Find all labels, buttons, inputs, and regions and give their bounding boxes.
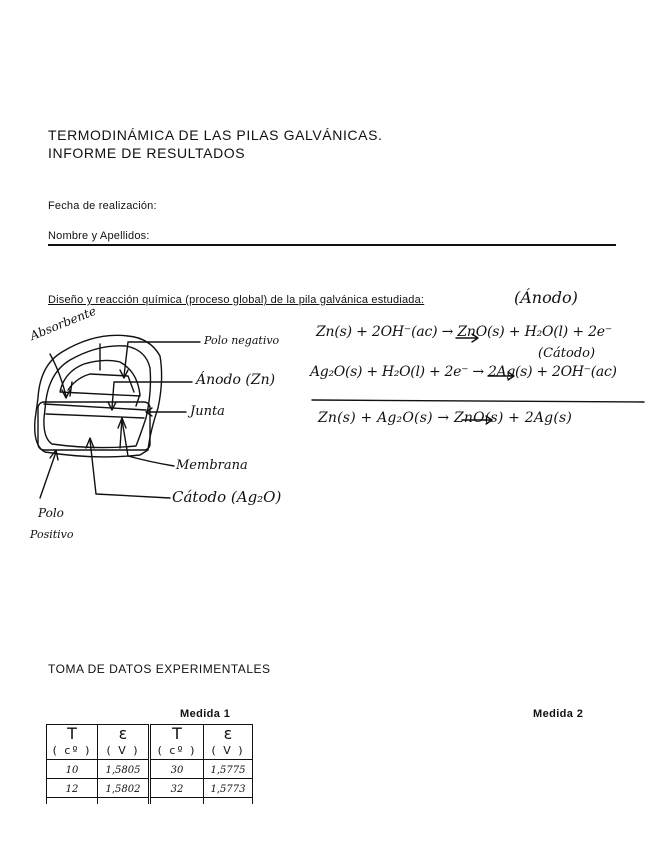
- header-cell: [150, 725, 204, 760]
- section-title: TOMA DE DATOS EXPERIMENTALES: [48, 662, 271, 676]
- label-polo: Polo: [38, 506, 64, 520]
- unit-label: ( cº ): [157, 744, 197, 757]
- epsilon-symbol: ε: [223, 724, 233, 743]
- reaction-line: [312, 400, 644, 402]
- data-table: [46, 724, 253, 804]
- arrow-catodo: [90, 440, 170, 498]
- table-row: [47, 779, 253, 798]
- unit-label: ( cº ): [52, 744, 92, 757]
- table-cell: [47, 798, 98, 805]
- table-cell: 1,5773: [204, 779, 253, 798]
- label-positivo: Positivo: [30, 528, 74, 541]
- table-cell: 30: [150, 760, 204, 779]
- header-cell: [204, 725, 253, 760]
- label-junta: Junta: [190, 404, 225, 419]
- temperature-symbol: T: [67, 724, 77, 743]
- table-cell: 32: [150, 779, 204, 798]
- anodo-heading: (Ánodo): [514, 288, 578, 307]
- label-anodo-zn: Ánodo (Zn): [196, 372, 276, 388]
- table-cell: 1,5805: [98, 760, 150, 779]
- header-cell: [47, 725, 98, 760]
- diseno-label: Diseño y reacción química (proceso global) de la pila galvánica estudiada:: [48, 294, 425, 306]
- catodo-heading: (Cátodo): [538, 346, 596, 361]
- table-cell: [150, 798, 204, 805]
- nombre-field: Nombre y Apellidos:: [48, 230, 150, 242]
- equation-anodo: Zn(s) + 2OH⁻(ac) → ZnO(s) + H₂O(l) + 2e⁻: [316, 324, 613, 340]
- table-row: [47, 798, 253, 805]
- unit-label: ( V ): [211, 744, 245, 757]
- table-header-row: [47, 725, 253, 760]
- equation-global: Zn(s) + Ag₂O(s) → ZnO(s) + 2Ag(s): [318, 410, 573, 426]
- header-cell: [98, 725, 150, 760]
- label-membrana: Membrana: [176, 458, 248, 473]
- label-absorbente: Absorbente: [28, 303, 99, 343]
- arrow-membrana: [122, 420, 174, 466]
- unit-label: ( V ): [106, 744, 140, 757]
- temperature-symbol: T: [172, 724, 182, 743]
- label-polo-negativo: Polo negativo: [204, 334, 280, 347]
- fecha-field: Fecha de realización:: [48, 200, 157, 212]
- table-cell: 10: [47, 760, 98, 779]
- medida-1-label: Medida 1: [180, 708, 231, 720]
- label-catodo-ag: Cátodo (Ag₂O): [172, 488, 282, 506]
- title-line-2: INFORME DE RESULTADOS: [48, 145, 246, 161]
- table-cell: 1,5775: [204, 760, 253, 779]
- table-cell: [204, 798, 253, 805]
- title-line-1: TERMODINÁMICA DE LAS PILAS GALVÁNICAS.: [48, 127, 383, 143]
- medida-2-label: Medida 2: [533, 708, 584, 720]
- table-cell: [98, 798, 150, 805]
- arrow-polo-positivo: [40, 452, 56, 498]
- epsilon-symbol: ε: [118, 724, 128, 743]
- equation-catodo: Ag₂O(s) + H₂O(l) + 2e⁻ → 2Ag(s) + 2OH⁻(ac): [310, 364, 617, 380]
- table-row: [47, 760, 253, 779]
- table-cell: 1,5802: [98, 779, 150, 798]
- table-cell: 12: [47, 779, 98, 798]
